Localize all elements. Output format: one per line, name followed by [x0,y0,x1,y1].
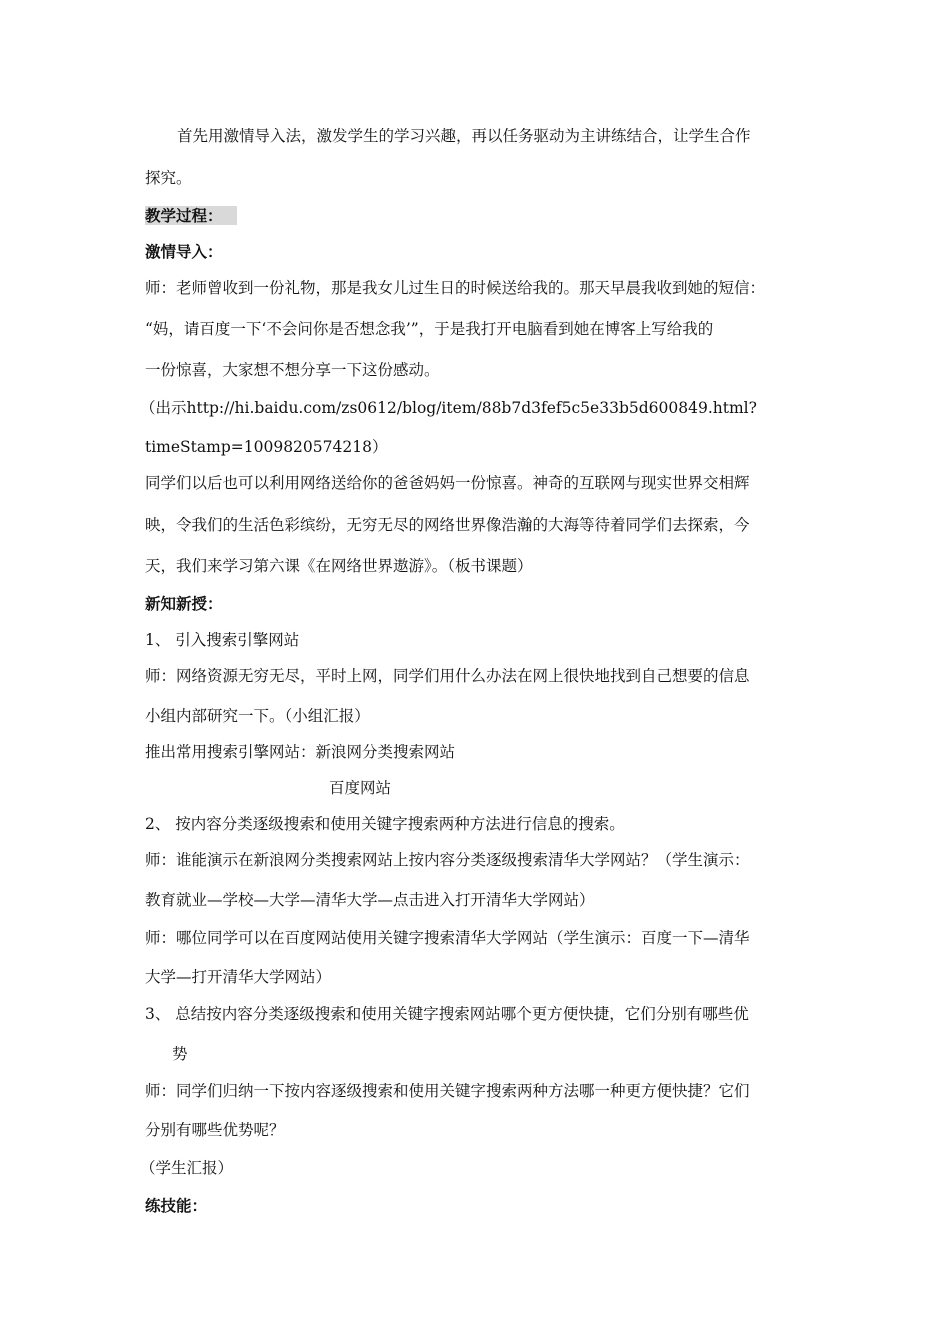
heading-new-knowledge: 新知新授： [145,594,223,613]
heading-passion-intro: 激情导入： [145,242,223,261]
paragraph-teacher-gift-line1: 师：老师曾收到一份礼物，那是我女儿过生日的时候送给我的。那天早晨我收到她的短信： [145,279,766,297]
paragraph-internet-line2: 映，令我们的生活色彩缤纷，无穷无尽的网络世界像浩瀚的大海等待着同学们去探索，今 [145,516,750,534]
paragraph-internet-line3: 天，我们来学习第六课《在网络世界遨游》。（板书课题） [145,557,533,575]
paragraph-baidu-site: 百度网站 [329,779,392,797]
paragraph-internet-line1: 同学们以后也可以利用网络送给你的爸爸妈妈一份惊喜。神奇的互联网与现实世界交相辉 [145,474,750,492]
list-item-3-line2: 势 [172,1045,188,1063]
list-item-2: 2、 按内容分类逐级搜索和使用关键字搜索两种方法进行信息的搜索。 [145,815,625,833]
paragraph-search-line2: 小组内部研究一下。（小组汇报） [145,707,370,725]
paragraph-baidu-demo-line1: 师：哪位同学可以在百度网站使用关键字搜索清华大学网站（学生演示：百度一下—清华 [145,929,750,947]
paragraph-teacher-gift-line3: 一份惊喜，大家想不想分享一下这份感动。 [145,361,440,379]
paragraph-sina-demo-line1: 师：谁能演示在新浪网分类搜索网站上按内容分类逐级搜索清华大学网站？（学生演示： [145,851,750,869]
paragraph-url-line1: （出示http://hi.baidu.com/zs0612/blog/item/88b7d3fef5c5e33b5d600849.html? [140,399,757,417]
paragraph-teacher-gift-line2: “妈，请百度一下‘不会问你是否想念我’”，于是我打开电脑看到她在博客上写给我的 [145,320,714,338]
paragraph-intro-line2: 探究。 [145,169,192,187]
paragraph-search-line1: 师：网络资源无穷无尽，平时上网，同学们用什么办法在网上很快地找到自己想要的信息 [145,667,750,685]
paragraph-intro-line1: 首先用激情导入法，激发学生的学习兴趣，再以任务驱动为主讲练结合，让学生合作 [177,127,751,145]
paragraph-summary-line2: 分别有哪些优势呢？ [145,1121,285,1139]
list-item-1: 1、 引入搜索引擎网站 [145,631,300,649]
paragraph-baidu-demo-line2: 大学—打开清华大学网站） [145,968,332,986]
heading-teaching-process: 教学过程： [145,205,810,227]
heading-practice-skills: 练技能： [145,1196,208,1215]
paragraph-summary-line1: 师：同学们归纳一下按内容逐级搜索和使用关键字搜索两种方法哪一种更方便快捷？它们 [145,1082,750,1100]
list-item-3-line1: 3、 总结按内容分类逐级搜索和使用关键字搜索网站哪个更方便快捷，它们分别有哪些优 [145,1005,749,1023]
paragraph-sina-demo-line2: 教育就业—学校—大学—清华大学—点击进入打开清华大学网站） [145,891,595,909]
paragraph-url-line2: timeStamp=1009820574218） [145,438,388,456]
paragraph-student-report: （学生汇报） [140,1159,234,1177]
paragraph-search-engines: 推出常用搜索引擎网站：新浪网分类搜索网站 [145,743,456,761]
